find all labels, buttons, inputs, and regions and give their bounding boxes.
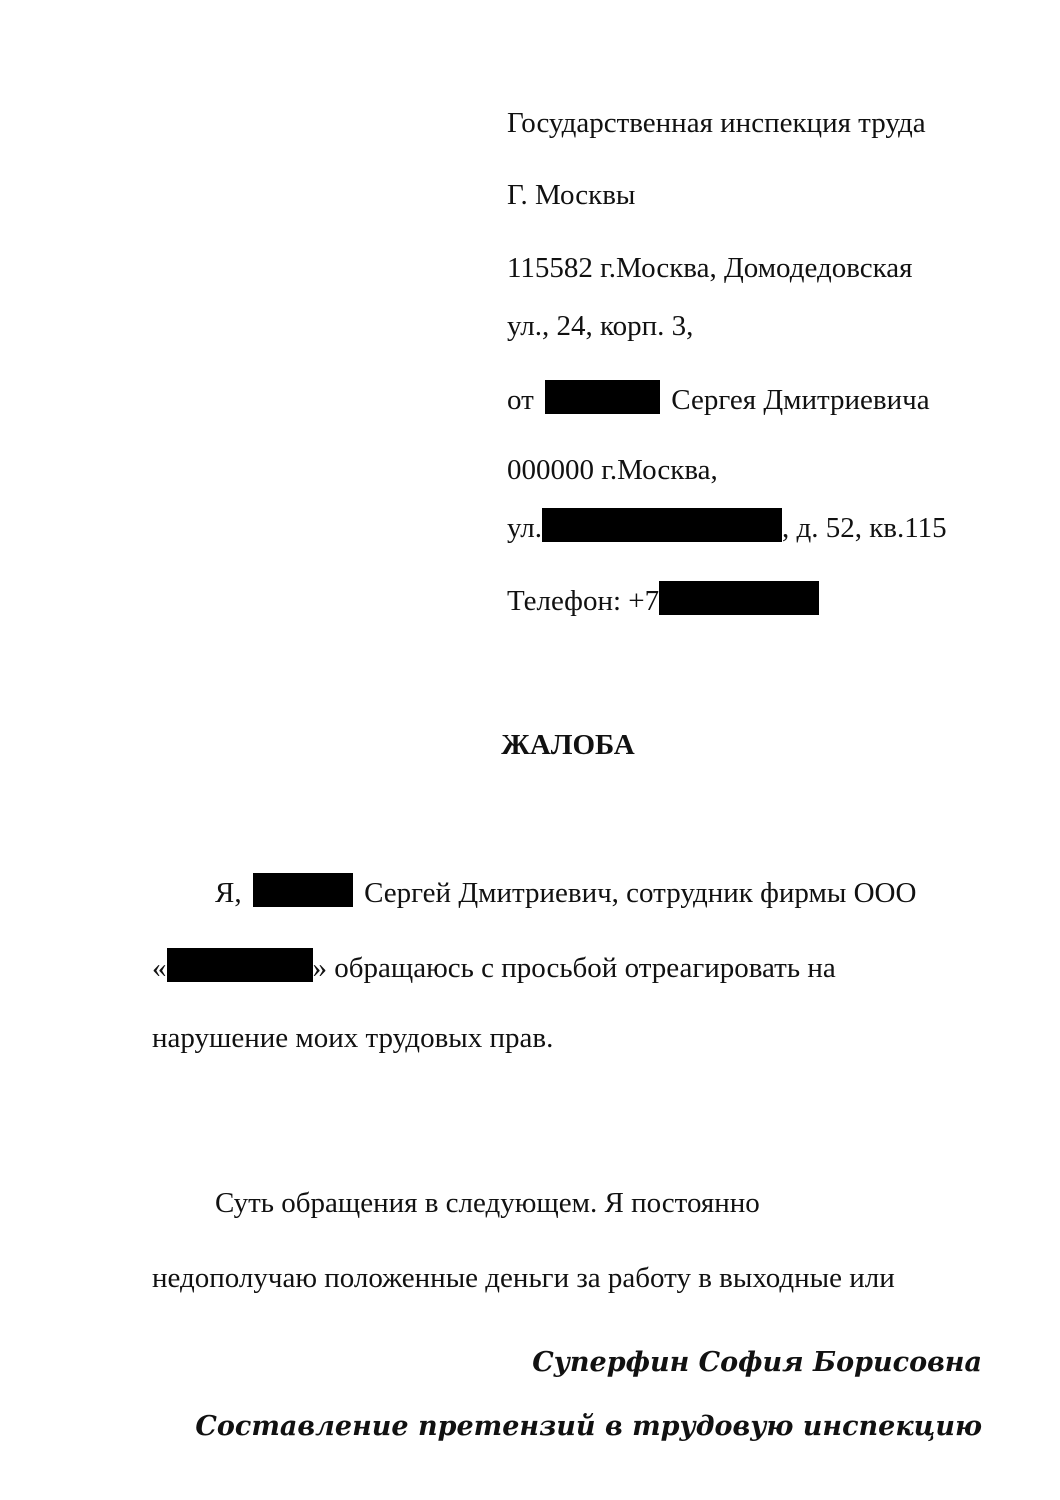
sender-street-line <box>507 508 947 545</box>
redacted-complainant-surname <box>253 873 353 907</box>
footer-author: Суперфин София Борисовна <box>532 1347 982 1378</box>
sender-from-prefix: от <box>507 384 534 416</box>
sender-street-prefix: ул. <box>507 512 542 544</box>
body-p2-line-2: недополучаю положенные деньги за работу в выходные или <box>152 1262 895 1294</box>
body-line-2 <box>152 948 836 985</box>
sender-name-suffix: Сергея Дмитриевича <box>671 384 930 416</box>
body-line-3: нарушение моих трудовых прав. <box>152 1022 554 1054</box>
addressee-line-2: Г. Москвы <box>507 179 636 211</box>
addressee-line-4: ул., 24, корп. 3, <box>507 310 694 342</box>
addressee-line-3: 115582 г.Москва, Домодедовская <box>507 252 913 284</box>
sender-name-line <box>507 380 930 417</box>
body-p2-line-1: Суть обращения в следующем. Я постоянно <box>215 1187 760 1219</box>
body-p1-after-company: » обращаюсь с просьбой отреагировать на <box>312 952 836 984</box>
body-quote-open: « <box>152 952 167 984</box>
redacted-street <box>542 508 782 542</box>
redacted-company-name <box>167 948 313 982</box>
redacted-surname <box>545 380 660 414</box>
sender-phone-line <box>507 581 819 618</box>
addressee-line-1: Государственная инспекция труда <box>507 107 926 139</box>
body-p1-start: Я, <box>215 877 242 909</box>
sender-street-suffix: , д. 52, кв.115 <box>781 512 947 544</box>
redacted-phone <box>659 581 819 615</box>
sender-phone-prefix: Телефон: +7 <box>507 585 660 617</box>
body-p1-after-name: Сергей Дмитриевич, сотрудник фирмы ООО <box>364 877 917 909</box>
body-line-1 <box>215 873 916 910</box>
footer-topic: Составление претензий в трудовую инспекцию <box>195 1411 982 1442</box>
document-title: ЖАЛОБА <box>501 729 635 761</box>
sender-city-line: 000000 г.Москва, <box>507 454 718 486</box>
